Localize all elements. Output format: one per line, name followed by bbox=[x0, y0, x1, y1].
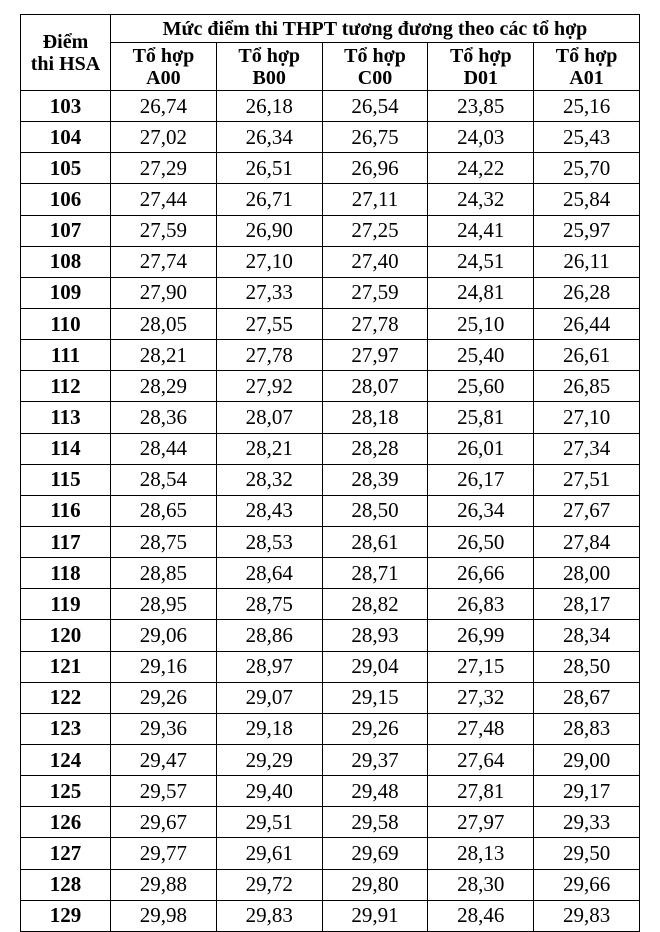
hsa-score-cell: 124 bbox=[21, 744, 111, 775]
combo-header-label: Tổ hợp bbox=[555, 44, 618, 67]
table-body bbox=[21, 91, 640, 932]
equivalent-score-cell: 27,59 bbox=[111, 215, 217, 246]
equivalent-score-cell: 26,51 bbox=[216, 153, 322, 184]
equivalent-score-cell: 29,57 bbox=[111, 776, 217, 807]
equivalent-score-cell: 28,21 bbox=[216, 433, 322, 464]
hsa-score-cell: 123 bbox=[21, 713, 111, 744]
equivalent-score-cell: 29,26 bbox=[322, 713, 428, 744]
group-header-row bbox=[21, 15, 640, 43]
equivalent-score-cell: 29,91 bbox=[322, 900, 428, 931]
equivalent-score-cell: 29,26 bbox=[111, 682, 217, 713]
equivalent-score-cell: 27,97 bbox=[322, 340, 428, 371]
equivalent-score-cell: 27,44 bbox=[111, 184, 217, 215]
equivalent-score-cell: 24,22 bbox=[428, 153, 534, 184]
equivalent-score-cell: 28,85 bbox=[111, 558, 217, 589]
hsa-score-cell: 109 bbox=[21, 277, 111, 308]
equivalent-score-cell: 28,82 bbox=[322, 589, 428, 620]
equivalent-score-cell: 28,30 bbox=[428, 869, 534, 900]
equivalent-score-cell: 25,40 bbox=[428, 340, 534, 371]
equivalent-score-cell: 28,65 bbox=[111, 495, 217, 526]
equivalent-score-cell: 29,61 bbox=[216, 838, 322, 869]
equivalent-score-cell: 28,21 bbox=[111, 340, 217, 371]
combo-header-code: C00 bbox=[357, 66, 393, 89]
hsa-score-cell: 125 bbox=[21, 776, 111, 807]
table-row bbox=[21, 744, 640, 775]
equivalent-score-cell: 28,83 bbox=[534, 713, 640, 744]
equivalent-score-cell: 26,34 bbox=[428, 495, 534, 526]
equivalent-score-cell: 28,13 bbox=[428, 838, 534, 869]
equivalent-score-cell: 27,51 bbox=[534, 464, 640, 495]
hsa-score-cell: 129 bbox=[21, 900, 111, 931]
equivalent-score-cell: 29,83 bbox=[534, 900, 640, 931]
equivalent-score-cell: 27,78 bbox=[216, 340, 322, 371]
equivalent-score-cell: 28,53 bbox=[216, 526, 322, 557]
equivalent-score-cell: 26,66 bbox=[428, 558, 534, 589]
equivalent-score-cell: 28,32 bbox=[216, 464, 322, 495]
equivalent-score-cell: 25,97 bbox=[534, 215, 640, 246]
equivalent-score-cell: 28,61 bbox=[322, 526, 428, 557]
combo-header-label: Tổ hợp bbox=[344, 44, 406, 67]
equivalent-score-cell: 27,02 bbox=[111, 122, 217, 153]
equivalent-score-cell: 23,85 bbox=[428, 91, 534, 122]
equivalent-score-cell: 26,18 bbox=[216, 91, 322, 122]
hsa-score-cell: 128 bbox=[21, 869, 111, 900]
equivalent-score-cell: 29,83 bbox=[216, 900, 322, 931]
equivalent-score-cell: 24,32 bbox=[428, 184, 534, 215]
equivalent-score-cell: 28,00 bbox=[534, 558, 640, 589]
equivalent-score-cell: 27,78 bbox=[322, 308, 428, 339]
hsa-score-cell: 114 bbox=[21, 433, 111, 464]
equivalent-score-cell: 29,47 bbox=[111, 744, 217, 775]
equivalent-score-cell: 27,34 bbox=[534, 433, 640, 464]
equivalent-score-cell: 28,50 bbox=[322, 495, 428, 526]
equivalent-score-cell: 25,16 bbox=[534, 91, 640, 122]
equivalent-score-cell: 29,88 bbox=[111, 869, 217, 900]
equivalent-score-cell: 28,28 bbox=[322, 433, 428, 464]
equivalent-score-cell: 29,69 bbox=[322, 838, 428, 869]
equivalent-score-cell: 29,50 bbox=[534, 838, 640, 869]
equivalent-score-cell: 26,17 bbox=[428, 464, 534, 495]
equivalent-score-cell: 27,10 bbox=[216, 246, 322, 277]
equivalent-score-cell: 27,10 bbox=[534, 402, 640, 433]
hsa-header-line1: Điểm bbox=[42, 30, 89, 53]
equivalent-score-cell: 26,54 bbox=[322, 91, 428, 122]
equivalent-score-cell: 26,44 bbox=[534, 308, 640, 339]
equivalent-score-cell: 28,05 bbox=[111, 308, 217, 339]
combo-header bbox=[111, 43, 217, 91]
equivalent-score-cell: 27,84 bbox=[534, 526, 640, 557]
equivalent-score-cell: 27,64 bbox=[428, 744, 534, 775]
equivalent-score-cell: 29,66 bbox=[534, 869, 640, 900]
hsa-score-cell: 122 bbox=[21, 682, 111, 713]
equivalent-score-cell: 27,48 bbox=[428, 713, 534, 744]
table-row bbox=[21, 246, 640, 277]
equivalent-score-cell: 27,11 bbox=[322, 184, 428, 215]
table-row bbox=[21, 682, 640, 713]
table-row bbox=[21, 526, 640, 557]
equivalent-score-cell: 27,33 bbox=[216, 277, 322, 308]
equivalent-score-cell: 29,72 bbox=[216, 869, 322, 900]
equivalent-score-cell: 28,07 bbox=[216, 402, 322, 433]
combo-header-code: B00 bbox=[252, 66, 286, 89]
equivalent-score-cell: 28,93 bbox=[322, 620, 428, 651]
hsa-score-cell: 127 bbox=[21, 838, 111, 869]
equivalent-score-group-header: Mức điểm thi THPT tương đương theo các tổ hợp bbox=[111, 15, 640, 43]
combo-header-label: Tổ hợp bbox=[238, 44, 301, 67]
hsa-score-cell: 115 bbox=[21, 464, 111, 495]
table-row bbox=[21, 184, 640, 215]
table-row bbox=[21, 464, 640, 495]
equivalent-score-cell: 25,10 bbox=[428, 308, 534, 339]
equivalent-score-cell: 27,15 bbox=[428, 651, 534, 682]
hsa-score-header bbox=[21, 15, 111, 91]
hsa-score-cell: 119 bbox=[21, 589, 111, 620]
equivalent-score-cell: 29,18 bbox=[216, 713, 322, 744]
combo-header-label: Tổ hợp bbox=[132, 44, 195, 67]
table-row bbox=[21, 91, 640, 122]
equivalent-score-cell: 26,28 bbox=[534, 277, 640, 308]
equivalent-score-cell: 28,54 bbox=[111, 464, 217, 495]
equivalent-score-cell: 24,41 bbox=[428, 215, 534, 246]
equivalent-score-cell: 25,84 bbox=[534, 184, 640, 215]
equivalent-score-cell: 29,29 bbox=[216, 744, 322, 775]
equivalent-score-cell: 26,01 bbox=[428, 433, 534, 464]
equivalent-score-cell: 27,67 bbox=[534, 495, 640, 526]
equivalent-score-cell: 26,85 bbox=[534, 371, 640, 402]
equivalent-score-cell: 24,03 bbox=[428, 122, 534, 153]
equivalent-score-cell: 25,70 bbox=[534, 153, 640, 184]
equivalent-score-cell: 28,64 bbox=[216, 558, 322, 589]
equivalent-score-cell: 28,46 bbox=[428, 900, 534, 931]
table-row bbox=[21, 340, 640, 371]
combo-header-code: A01 bbox=[569, 66, 604, 89]
equivalent-score-cell: 29,33 bbox=[534, 807, 640, 838]
score-conversion-table bbox=[20, 14, 640, 932]
equivalent-score-cell: 28,97 bbox=[216, 651, 322, 682]
hsa-score-cell: 111 bbox=[21, 340, 111, 371]
equivalent-score-cell: 27,92 bbox=[216, 371, 322, 402]
table-row bbox=[21, 402, 640, 433]
score-table-container bbox=[20, 14, 640, 932]
equivalent-score-cell: 24,51 bbox=[428, 246, 534, 277]
equivalent-score-cell: 27,81 bbox=[428, 776, 534, 807]
equivalent-score-cell: 29,36 bbox=[111, 713, 217, 744]
equivalent-score-cell: 26,11 bbox=[534, 246, 640, 277]
equivalent-score-cell: 28,17 bbox=[534, 589, 640, 620]
table-row bbox=[21, 589, 640, 620]
equivalent-score-cell: 26,50 bbox=[428, 526, 534, 557]
equivalent-score-cell: 26,83 bbox=[428, 589, 534, 620]
hsa-score-cell: 108 bbox=[21, 246, 111, 277]
table-row bbox=[21, 838, 640, 869]
equivalent-score-cell: 28,75 bbox=[216, 589, 322, 620]
table-row bbox=[21, 122, 640, 153]
equivalent-score-cell: 27,32 bbox=[428, 682, 534, 713]
table-row bbox=[21, 215, 640, 246]
combo-header bbox=[216, 43, 322, 91]
equivalent-score-cell: 29,80 bbox=[322, 869, 428, 900]
equivalent-score-cell: 29,48 bbox=[322, 776, 428, 807]
table-row bbox=[21, 308, 640, 339]
equivalent-score-cell: 28,34 bbox=[534, 620, 640, 651]
equivalent-score-cell: 28,67 bbox=[534, 682, 640, 713]
equivalent-score-cell: 28,44 bbox=[111, 433, 217, 464]
hsa-score-cell: 104 bbox=[21, 122, 111, 153]
combo-header-code: A00 bbox=[146, 66, 181, 89]
combo-header bbox=[534, 43, 640, 91]
hsa-score-cell: 107 bbox=[21, 215, 111, 246]
hsa-score-cell: 112 bbox=[21, 371, 111, 402]
combo-header-code: D01 bbox=[463, 66, 499, 89]
combo-header-label: Tổ hợp bbox=[449, 44, 512, 67]
equivalent-score-cell: 29,51 bbox=[216, 807, 322, 838]
equivalent-score-cell: 29,37 bbox=[322, 744, 428, 775]
hsa-score-cell: 103 bbox=[21, 91, 111, 122]
equivalent-score-cell: 29,58 bbox=[322, 807, 428, 838]
equivalent-score-cell: 28,86 bbox=[216, 620, 322, 651]
table-row bbox=[21, 900, 640, 931]
equivalent-score-cell: 29,04 bbox=[322, 651, 428, 682]
equivalent-score-cell: 26,90 bbox=[216, 215, 322, 246]
equivalent-score-cell: 29,00 bbox=[534, 744, 640, 775]
table-row bbox=[21, 776, 640, 807]
combo-header bbox=[322, 43, 428, 91]
equivalent-score-cell: 27,74 bbox=[111, 246, 217, 277]
table-row bbox=[21, 620, 640, 651]
hsa-score-cell: 116 bbox=[21, 495, 111, 526]
hsa-score-cell: 118 bbox=[21, 558, 111, 589]
equivalent-score-cell: 29,07 bbox=[216, 682, 322, 713]
equivalent-score-cell: 26,71 bbox=[216, 184, 322, 215]
equivalent-score-cell: 26,74 bbox=[111, 91, 217, 122]
table-row bbox=[21, 651, 640, 682]
equivalent-score-cell: 27,55 bbox=[216, 308, 322, 339]
combo-header-row bbox=[21, 43, 640, 91]
equivalent-score-cell: 27,29 bbox=[111, 153, 217, 184]
equivalent-score-cell: 29,06 bbox=[111, 620, 217, 651]
equivalent-score-cell: 28,50 bbox=[534, 651, 640, 682]
equivalent-score-cell: 29,17 bbox=[534, 776, 640, 807]
equivalent-score-cell: 29,15 bbox=[322, 682, 428, 713]
hsa-score-cell: 105 bbox=[21, 153, 111, 184]
equivalent-score-cell: 28,95 bbox=[111, 589, 217, 620]
equivalent-score-cell: 26,99 bbox=[428, 620, 534, 651]
table-row bbox=[21, 807, 640, 838]
equivalent-score-cell: 26,75 bbox=[322, 122, 428, 153]
table-row bbox=[21, 495, 640, 526]
hsa-score-cell: 106 bbox=[21, 184, 111, 215]
equivalent-score-cell: 27,40 bbox=[322, 246, 428, 277]
equivalent-score-cell: 28,39 bbox=[322, 464, 428, 495]
table-row bbox=[21, 277, 640, 308]
equivalent-score-cell: 27,90 bbox=[111, 277, 217, 308]
hsa-score-cell: 113 bbox=[21, 402, 111, 433]
equivalent-score-cell: 29,67 bbox=[111, 807, 217, 838]
table-row bbox=[21, 558, 640, 589]
table-row bbox=[21, 371, 640, 402]
equivalent-score-cell: 28,36 bbox=[111, 402, 217, 433]
hsa-score-cell: 110 bbox=[21, 308, 111, 339]
equivalent-score-cell: 25,81 bbox=[428, 402, 534, 433]
equivalent-score-cell: 28,43 bbox=[216, 495, 322, 526]
equivalent-score-cell: 27,59 bbox=[322, 277, 428, 308]
equivalent-score-cell: 25,43 bbox=[534, 122, 640, 153]
hsa-header-line2: thi HSA bbox=[30, 52, 101, 75]
combo-header bbox=[428, 43, 534, 91]
table-row bbox=[21, 153, 640, 184]
table-row bbox=[21, 713, 640, 744]
table-row bbox=[21, 869, 640, 900]
hsa-score-cell: 120 bbox=[21, 620, 111, 651]
equivalent-score-cell: 25,60 bbox=[428, 371, 534, 402]
equivalent-score-cell: 28,71 bbox=[322, 558, 428, 589]
equivalent-score-cell: 26,34 bbox=[216, 122, 322, 153]
equivalent-score-cell: 27,97 bbox=[428, 807, 534, 838]
equivalent-score-cell: 28,75 bbox=[111, 526, 217, 557]
equivalent-score-cell: 28,07 bbox=[322, 371, 428, 402]
equivalent-score-cell: 24,81 bbox=[428, 277, 534, 308]
hsa-score-cell: 126 bbox=[21, 807, 111, 838]
equivalent-score-cell: 29,40 bbox=[216, 776, 322, 807]
equivalent-score-cell: 28,29 bbox=[111, 371, 217, 402]
hsa-score-cell: 117 bbox=[21, 526, 111, 557]
equivalent-score-cell: 29,98 bbox=[111, 900, 217, 931]
equivalent-score-cell: 26,96 bbox=[322, 153, 428, 184]
equivalent-score-cell: 26,61 bbox=[534, 340, 640, 371]
equivalent-score-cell: 29,77 bbox=[111, 838, 217, 869]
equivalent-score-cell: 29,16 bbox=[111, 651, 217, 682]
equivalent-score-cell: 27,25 bbox=[322, 215, 428, 246]
table-row bbox=[21, 433, 640, 464]
hsa-score-cell: 121 bbox=[21, 651, 111, 682]
equivalent-score-cell: 28,18 bbox=[322, 402, 428, 433]
